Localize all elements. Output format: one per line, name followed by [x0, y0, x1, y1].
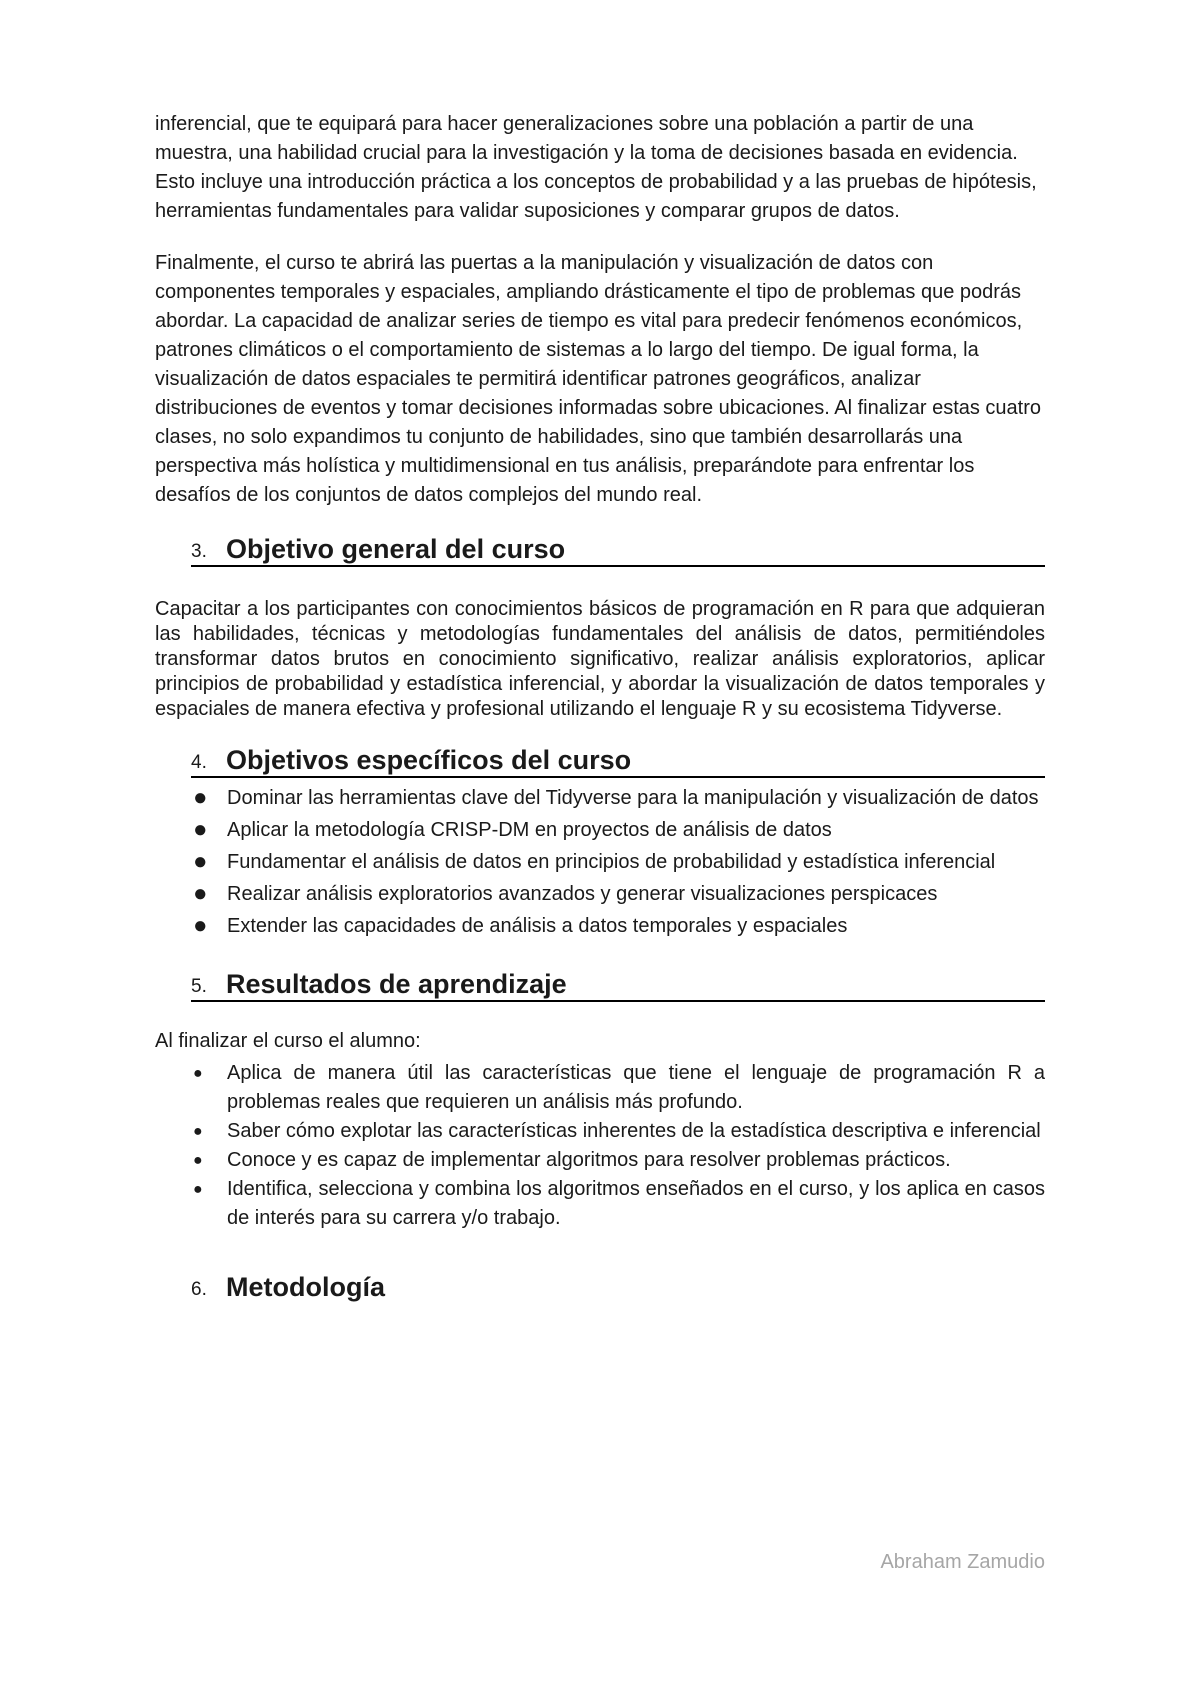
list-item: ● Conoce y es capaz de implementar algoritmos para resolver problemas prácticos. — [155, 1146, 1045, 1175]
bullet-icon: ● — [193, 816, 208, 843]
footer-author: Abraham Zamudio — [880, 1551, 1045, 1573]
bullet-icon: ● — [193, 1123, 203, 1140]
section-5-list — [155, 1059, 1045, 1233]
list-item: ● Saber cómo explotar las características inherentes de la estadística descriptiva e inferencial — [155, 1117, 1045, 1146]
section-4-heading — [191, 742, 1045, 778]
intro-paragraph: inferencial, que te equipará para hacer generalizaciones sobre una población a partir de una muestra, una habilidad crucial para la investigación y la toma de decisiones basada en evidencia. Esto incluye una introducción práctica a los conceptos de probabilidad y a las pruebas de hipótesis, herramientas fundamentales para validar suposiciones y comparar grupos de datos. — [155, 113, 1037, 222]
bullet-icon: ● — [193, 1065, 203, 1082]
section-3-body: Capacitar a los participantes con conocimientos básicos de programación en R para que adquieran las habilidades, técnicas y metodologías fundamentales del análisis de datos, permitiéndoles transformar datos brutos en conocimiento significativo, realizar análisis exploratorios, aplicar principios de probabilidad y estadística inferencial, y abordar la visualización de datos temporales y espaciales de manera efectiva y profesional utilizando el lenguaje R y su ecosistema Tidyverse. — [155, 598, 1045, 720]
list-item: ● Realizar análisis exploratorios avanzados y generar visualizaciones perspicaces — [193, 880, 938, 907]
section-6-title: Metodología — [226, 1272, 385, 1302]
bullet-icon: ● — [193, 880, 208, 907]
list-item: ● Aplica de manera útil las características que tiene el lenguaje de programación R a problemas reales que requieren un análisis más profundo. — [155, 1059, 1045, 1117]
bullet-icon: ● — [193, 784, 208, 811]
section-5-lead: Al finalizar el curso el alumno: — [155, 1030, 421, 1052]
section-3-heading — [191, 529, 1045, 567]
list-item: ● Dominar las herramientas clave del Tidyverse para la manipulación y visualización de datos — [193, 784, 1039, 811]
section-6-heading — [191, 1267, 1045, 1303]
final-paragraph: Finalmente, el curso te abrirá las puertas a la manipulación y visualización de datos con componentes temporales y espaciales, ampliando drásticamente el tipo de problemas que podrás abordar. La capacidad de analizar series de tiempo es vital para predecir fenómenos económicos, patrones climáticos o el comportamiento de sistemas a lo largo del tiempo. De igual forma, la visualización de datos espaciales te permitirá identificar patrones geográficos, analizar distribuciones de eventos y tomar decisiones informadas sobre ubicaciones. Al finalizar estas cuatro clases, no solo expandimos tu conjunto de habilidades, sino que también desarrollarás una perspectiva más holística y multidimensional en tus análisis, preparándote para enfrentar los desafíos de los conjuntos de datos complejos del mundo real. — [155, 252, 1042, 506]
section-4-list — [155, 786, 1045, 939]
section-5-heading — [191, 964, 1045, 1002]
bullet-icon: ● — [193, 912, 208, 939]
section-3-number: 3. — [191, 541, 207, 562]
list-item: ● Identifica, selecciona y combina los algoritmos enseñados en el curso, y los aplica en casos de interés para su carrera y/o trabajo. — [155, 1175, 1045, 1233]
section-4-title: Objetivos específicos del curso — [226, 745, 632, 775]
page-content — [155, 110, 1045, 1303]
section-5-number: 5. — [191, 976, 207, 997]
bullet-icon: ● — [193, 848, 208, 875]
list-item: ● Aplicar la metodología CRISP-DM en proyectos de análisis de datos — [193, 816, 832, 843]
section-4-number: 4. — [191, 752, 207, 773]
section-6-number: 6. — [191, 1279, 207, 1300]
section-3-title: Objetivo general del curso — [226, 534, 566, 564]
section-5-title: Resultados de aprendizaje — [226, 969, 567, 999]
bullet-icon: ● — [193, 1152, 203, 1169]
bullet-icon: ● — [193, 1181, 203, 1198]
list-item: ● Fundamentar el análisis de datos en principios de probabilidad y estadística inferencial — [193, 848, 996, 875]
list-item: ● Extender las capacidades de análisis a datos temporales y espaciales — [193, 912, 848, 939]
